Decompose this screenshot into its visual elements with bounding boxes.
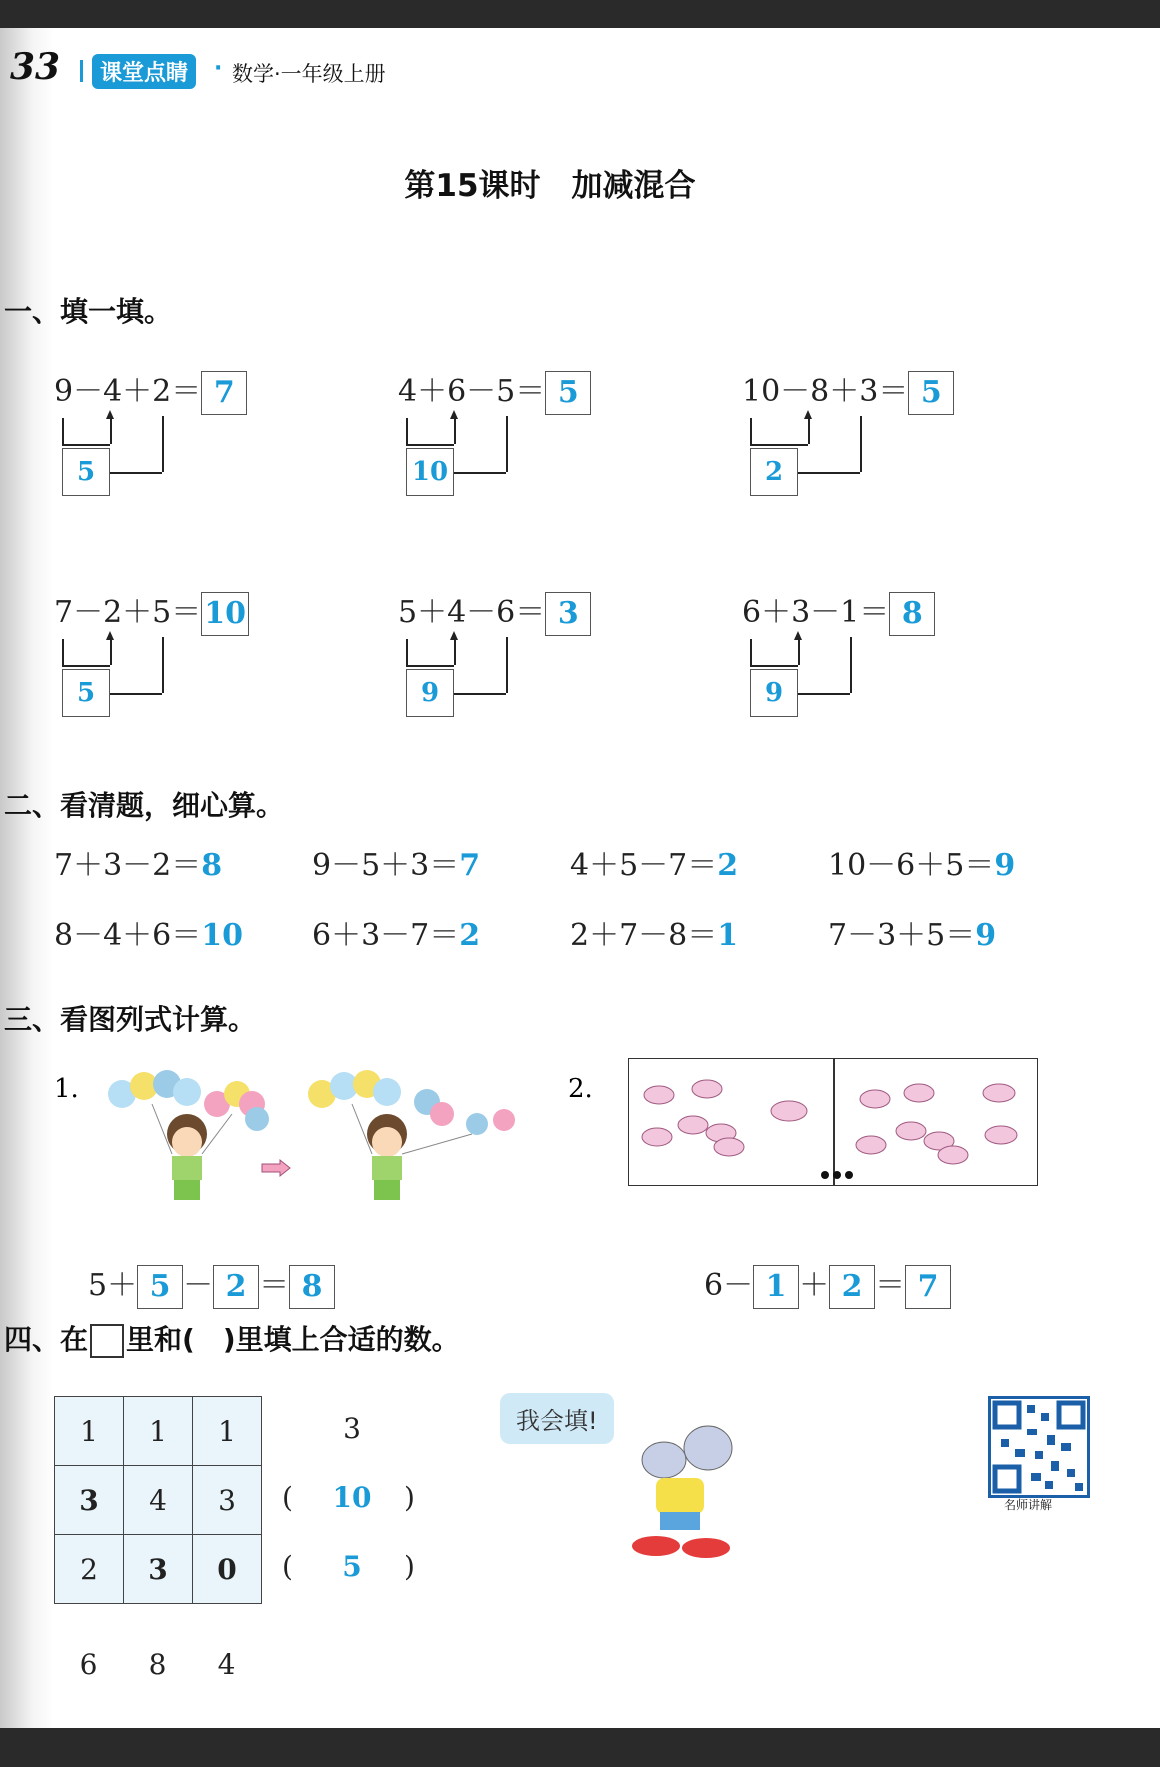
section-4-heading [4,1318,460,1358]
grid-row [55,1466,262,1535]
connector-horizontal-line [798,693,850,695]
grid-row [55,1535,262,1604]
fill-expression: 4＋6－5＝ [398,374,546,409]
calc-expression: 8－4＋6＝ [54,918,202,953]
picture-2-label: 2. [568,1074,593,1104]
fill-answer-box[interactable]: 3 [545,592,591,636]
fill-expression: 10－8＋3＝ [742,374,909,409]
mouse-character-illustration [616,1418,746,1568]
grid-cell: 1 [55,1397,124,1466]
fill-answer-box[interactable]: 5 [545,371,591,415]
p2-box-3[interactable]: 7 [905,1265,951,1309]
calc-exercise [570,840,738,884]
bracket-left-line [62,418,64,444]
calc-exercise [312,910,480,954]
speech-bubble: 我会填! [500,1393,614,1444]
col-sum: 4 [217,1648,236,1681]
bracket-bottom-line [750,665,798,667]
p2-box-1[interactable]: 1 [753,1265,799,1309]
bracket-bottom-line [62,665,110,667]
lesson-title: 第15课时 加减混合 [404,168,696,204]
up-arrow-icon [450,410,458,419]
connector-horizontal-line [454,472,506,474]
connector-vertical-line [850,637,852,693]
p2-box-2[interactable]: 2 [829,1265,875,1309]
series-badge: 课堂点睛 [92,54,196,89]
calc-expression: 6＋3－7＝ [312,918,460,953]
intermediate-result-box[interactable]: 9 [750,669,798,717]
fill-equation [398,366,591,415]
page-number: 33 [10,46,61,88]
calc-answer[interactable]: 2 [459,918,481,953]
connector-vertical-line [162,637,164,693]
rabbit-panel [628,1058,1038,1186]
p2-op: ＋ [799,1268,830,1303]
fill-equation [54,366,247,415]
boy-with-balloons-left [108,1070,269,1200]
paren-open: ( [282,1550,293,1583]
grid-cell[interactable]: 0 [193,1535,262,1604]
up-arrow-icon [804,410,812,419]
qr-code-icon[interactable] [988,1396,1090,1498]
fill-expression: 9－4＋2＝ [54,374,202,409]
section-4-text-b: 里和( )里填上合适的数。 [126,1323,460,1356]
section-2-heading: 二、看清题，细心算。 [4,789,285,822]
fill-expression: 5＋4－6＝ [398,595,546,630]
bracket-left-line [750,418,752,444]
qr-caption: 名师讲解 [1004,1498,1053,1512]
fill-answer-box[interactable]: 7 [201,371,247,415]
header-dot: · [214,56,223,81]
boy-with-balloons-right [308,1070,515,1200]
bracket-left-line [750,639,752,665]
fill-exercise [54,587,249,708]
up-arrow-icon [106,631,114,640]
picture-2-equation [704,1260,951,1309]
arrow-icon [262,1160,290,1176]
intermediate-result-box[interactable]: 9 [406,669,454,717]
picture-1-equation [88,1260,335,1309]
calc-answer[interactable]: 10 [201,918,244,953]
fill-exercise [742,587,935,708]
fill-exercise [54,366,247,487]
fill-exercise [398,587,591,708]
row-sum-answer[interactable]: 10 [332,1481,372,1514]
connector-vertical-line [860,416,862,472]
calc-exercise [54,840,222,884]
row-sum-answer[interactable]: 5 [342,1550,362,1583]
bracket-bottom-line [62,444,110,446]
row-sum-value: 3 [343,1412,361,1445]
bracket-right-line [454,639,456,665]
calc-expression: 9－5＋3＝ [312,848,460,883]
fill-expression: 6＋3－1＝ [742,595,890,630]
bracket-right-line [454,418,456,444]
col-sum: 8 [148,1648,167,1681]
bracket-right-line [110,418,112,444]
p2-start: 6－ [704,1268,754,1303]
grid-cell[interactable]: 3 [124,1535,193,1604]
picture-1-label: 1. [54,1074,79,1104]
bracket-left-line [406,418,408,444]
fill-answer-box[interactable]: 10 [201,592,249,636]
intermediate-result-box[interactable]: 2 [750,448,798,496]
bracket-right-line [798,639,800,665]
p1-op: － [183,1268,214,1303]
grid-cell: 3 [193,1466,262,1535]
balloon-boy-illustration [92,1064,522,1214]
number-grid [54,1396,262,1604]
grid-cell[interactable]: 3 [55,1466,124,1535]
calc-expression: 7＋3－2＝ [54,848,202,883]
grid-cell: 2 [55,1535,124,1604]
calc-exercise [828,840,1015,884]
calc-expression: 2＋7－8＝ [570,918,718,953]
fill-exercise [398,366,591,487]
calc-answer[interactable]: 8 [201,848,223,883]
grid-cell: 1 [124,1397,193,1466]
p1-box-1[interactable]: 5 [137,1265,183,1309]
calc-expression: 4＋5－7＝ [570,848,718,883]
calc-expression: 7－3＋5＝ [828,918,976,953]
intermediate-result-box[interactable]: 10 [406,448,454,496]
subject-text: 数学·一年级上册 [232,62,386,86]
section-4-text-a: 四、在 [4,1323,89,1356]
inline-square-icon [90,1324,124,1358]
bracket-left-line [62,639,64,665]
grid-cell: 1 [193,1397,262,1466]
bracket-left-line [406,639,408,665]
p1-box-3[interactable]: 8 [289,1265,335,1309]
p1-eq: ＝ [259,1268,290,1303]
connector-horizontal-line [798,472,860,474]
calc-exercise [828,910,996,954]
section-3-heading: 三、看图列式计算。 [4,1003,257,1036]
col-sum: 6 [79,1648,98,1681]
paren-close: ) [404,1481,415,1514]
p1-start: 5＋ [88,1268,138,1303]
calc-answer[interactable]: 7 [459,848,481,883]
calc-answer[interactable]: 2 [717,848,739,883]
fill-answer-box[interactable]: 8 [889,592,935,636]
fill-exercise [742,366,954,487]
section-1-heading: 一、填一填。 [4,295,173,328]
connector-horizontal-line [454,693,506,695]
page-gutter-shadow [0,28,54,1728]
calc-answer[interactable]: 9 [994,848,1016,883]
intermediate-result-box[interactable]: 5 [62,448,110,496]
qr-pattern [991,1399,1087,1495]
calc-exercise [312,840,480,884]
calc-answer[interactable]: 9 [975,918,997,953]
calc-exercise [570,910,738,954]
fill-equation [742,587,935,636]
calc-answer[interactable]: 1 [717,918,739,953]
bracket-right-line [110,639,112,665]
connector-horizontal-line [110,693,162,695]
fill-expression: 7－2＋5＝ [54,595,202,630]
paren-open: ( [282,1481,293,1514]
fill-equation [398,587,591,636]
grid-row [55,1397,262,1466]
p1-box-2[interactable]: 2 [213,1265,259,1309]
header-divider [80,60,83,82]
fill-answer-box[interactable]: 5 [908,371,954,415]
connector-vertical-line [506,637,508,693]
connector-horizontal-line [110,472,162,474]
rabbits-illustration [629,1059,1037,1185]
workbook-page [0,28,1160,1728]
fill-equation [54,587,249,636]
bracket-bottom-line [406,444,454,446]
up-arrow-icon [106,410,114,419]
paren-close: ) [404,1550,415,1583]
intermediate-result-box[interactable]: 5 [62,669,110,717]
connector-vertical-line [162,416,164,472]
grid-cell: 4 [124,1466,193,1535]
fill-equation [742,366,954,415]
bracket-bottom-line [406,665,454,667]
up-arrow-icon [450,631,458,640]
connector-vertical-line [506,416,508,472]
calc-expression: 10－6＋5＝ [828,848,995,883]
up-arrow-icon [794,631,802,640]
p2-eq: ＝ [875,1268,906,1303]
bracket-right-line [808,418,810,444]
bracket-bottom-line [750,444,808,446]
calc-exercise [54,910,243,954]
